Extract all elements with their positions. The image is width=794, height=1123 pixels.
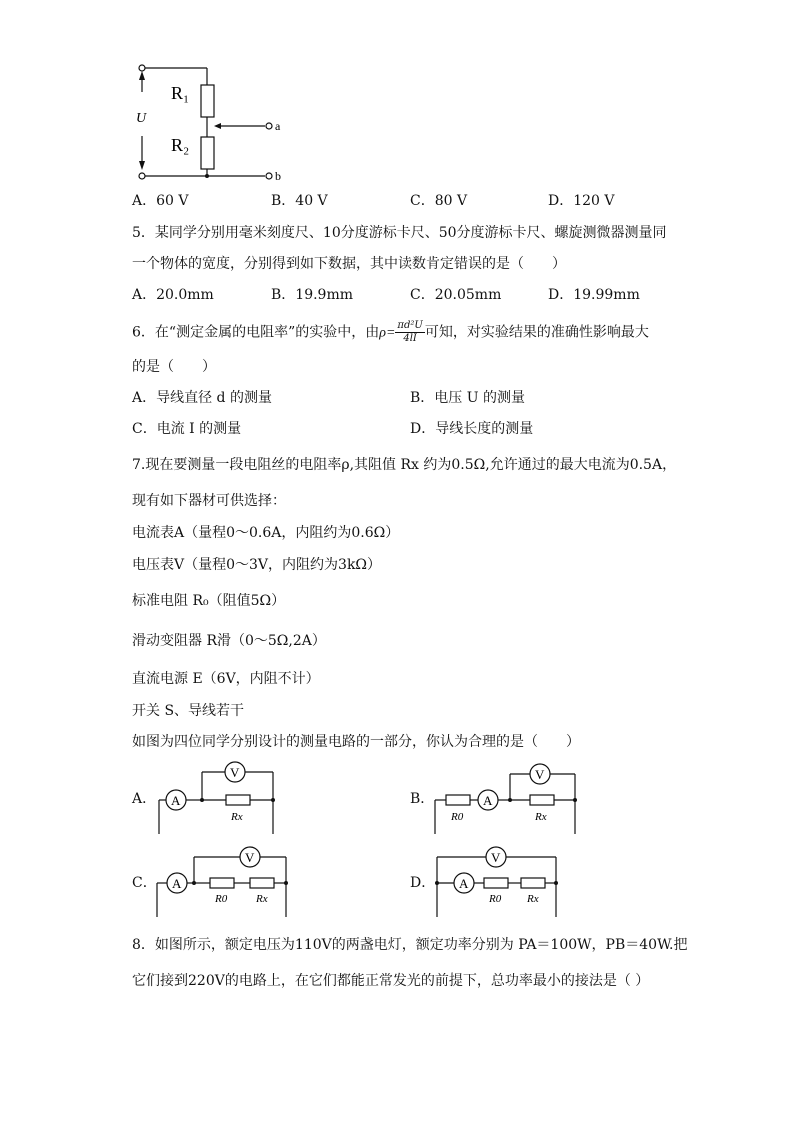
q7-item-switch: 开关 S、导线若干 bbox=[132, 703, 245, 719]
q7-b-ammeter-label: A bbox=[483, 793, 493, 808]
q7-stem-line3: 如图为四位同学分别设计的测量电路的一部分，你认为合理的是（ ） bbox=[132, 734, 580, 750]
q4-option-b: B．40 V bbox=[271, 193, 328, 209]
r1-label: R₁ bbox=[171, 83, 190, 103]
q7-circuit-b bbox=[430, 762, 582, 836]
q7-b-voltmeter-label: V bbox=[535, 767, 545, 782]
q6-option-b: B．电压 U 的测量 bbox=[410, 390, 525, 406]
u-label: U bbox=[136, 111, 147, 126]
q7-c-r0-label: R0 bbox=[215, 893, 228, 905]
q6-formula-numerator: πd²U bbox=[397, 320, 423, 331]
q6-option-d: D．导线长度的测量 bbox=[410, 421, 534, 437]
q7-d-voltmeter-label: V bbox=[491, 850, 501, 865]
terminal-a-label: a bbox=[275, 119, 281, 133]
q7-a-rx-label: Rx bbox=[231, 811, 243, 823]
q7-d-ammeter-label: A bbox=[459, 876, 469, 891]
q7-c-voltmeter-label: V bbox=[245, 850, 255, 865]
q7-d-rx-label: Rx bbox=[527, 893, 539, 905]
q7-c-ammeter-label: A bbox=[172, 876, 182, 891]
q6-stem-pre: 6．在“测定金属的电阻率”的实验中，由 bbox=[132, 324, 380, 341]
q7-item-power-source: 直流电源 E（6V，内阻不计） bbox=[132, 671, 320, 687]
q5-stem-line1: 5．某同学分别用毫米刻度尺、10分度游标卡尺、50分度游标卡尺、螺旋测微器测量同 bbox=[132, 225, 667, 241]
q7-option-d-label: D． bbox=[410, 875, 436, 891]
terminal-b-label: b bbox=[275, 169, 281, 183]
q7-item-rheostat: 滑动变阻器 R滑（0～5Ω,2A） bbox=[132, 633, 326, 649]
q5-option-b: B．19.9mm bbox=[271, 287, 354, 303]
q6-formula-denominator: 4lI bbox=[403, 333, 417, 344]
q7-option-b-label: B． bbox=[410, 791, 435, 807]
q5-option-d: D．19.99mm bbox=[548, 287, 640, 303]
q7-stem-line2: 现有如下器材可供选择： bbox=[132, 493, 286, 509]
q7-option-a-label: A． bbox=[132, 791, 157, 807]
q7-a-voltmeter-label: V bbox=[230, 765, 240, 780]
q4-option-c: C．80 V bbox=[410, 193, 468, 209]
q7-b-r0-label: R0 bbox=[451, 811, 464, 823]
q7-circuit-a bbox=[152, 758, 282, 836]
q7-circuit-c bbox=[152, 845, 292, 919]
q6-stem-line1 bbox=[132, 320, 649, 345]
q7-circuit-d bbox=[432, 845, 564, 919]
q6-formula-fraction bbox=[395, 320, 424, 345]
q5-option-a: A．20.0mm bbox=[132, 287, 214, 303]
q4-option-d: D．120 V bbox=[548, 193, 615, 209]
q7-c-rx-label: Rx bbox=[256, 893, 268, 905]
voltage-divider-circuit bbox=[125, 58, 295, 186]
q6-stem-post: 可知，对实验结果的准确性影响最大 bbox=[424, 324, 649, 341]
q5-option-c: C．20.05mm bbox=[410, 287, 502, 303]
q6-rho: ρ= bbox=[379, 325, 396, 341]
q7-item-ammeter: 电流表A（量程0～0.6A，内阻约为0.6Ω） bbox=[132, 525, 400, 541]
q7-item-standard-resistor: 标准电阻 R₀（阻值5Ω） bbox=[132, 593, 286, 609]
q7-d-r0-label: R0 bbox=[489, 893, 502, 905]
q7-b-rx-label: Rx bbox=[535, 811, 547, 823]
q7-stem-line1: 7.现在要测量一段电阻丝的电阻率ρ,其阻值 Rx 约为0.5Ω,允许通过的最大电流为0.5A， bbox=[132, 457, 677, 473]
q6-option-c: C．电流 I 的测量 bbox=[132, 421, 242, 437]
q5-stem-line2: 一个物体的宽度，分别得到如下数据，其中读数肯定错误的是（ ） bbox=[132, 256, 566, 272]
q7-option-c-label: C． bbox=[132, 875, 157, 891]
q8-stem-line2: 它们接到220V的电路上，在它们都能正常发光的前提下，总功率最小的接法是（ ） bbox=[132, 973, 650, 989]
q4-option-a: A．60 V bbox=[132, 193, 189, 209]
r2-label: R₂ bbox=[171, 135, 190, 155]
q6-option-a: A．导线直径 d 的测量 bbox=[132, 390, 272, 406]
q7-item-voltmeter: 电压表V（量程0～3V，内阻约为3kΩ） bbox=[132, 557, 382, 573]
q6-stem-line2: 的是（ ） bbox=[132, 359, 216, 375]
q7-a-ammeter-label: A bbox=[171, 793, 181, 808]
q8-stem-line1: 8．如图所示，额定电压为110V的两盏电灯，额定功率分别为 PA＝100W，PB＝40W.把 bbox=[132, 937, 688, 953]
